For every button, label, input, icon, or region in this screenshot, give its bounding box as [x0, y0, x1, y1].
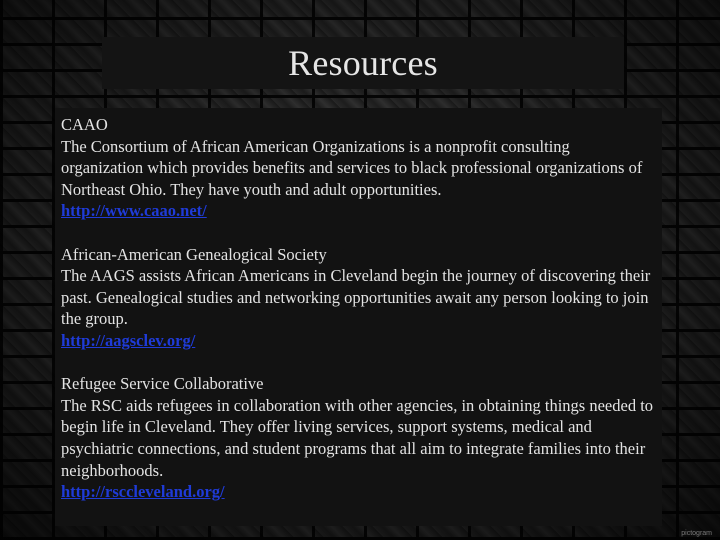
brand-watermark: pictogram — [681, 530, 712, 537]
slide-title: Resources — [288, 43, 438, 83]
resource-link[interactable]: http://rsccleveland.org/ — [61, 482, 225, 502]
resource-link[interactable]: http://www.caao.net/ — [61, 201, 207, 221]
title-banner — [102, 37, 624, 89]
resource-description: The Consortium of African American Organizations is a nonprofit consulting organization which provides benefits and services to black professional organizations of Northeast Ohio. They have youth and adult opportunities. — [61, 136, 643, 199]
resource-description: The AAGS assists African Americans in Cleveland begin the journey of discovering their past. Genealogical studies and networking opportunities await any person looking to join the group. — [61, 266, 651, 329]
resource-name: CAAO — [61, 115, 108, 134]
resources-content — [55, 108, 662, 526]
resource-name: Refugee Service Collaborative — [61, 374, 264, 394]
resource-item-caao — [61, 114, 656, 222]
resource-link[interactable]: http://aagsclev.org/ — [61, 330, 196, 350]
resource-description: The RSC aids refugees in collaboration with other agencies, in obtaining things needed to begin life in Cleveland. They offer living services, support systems, medical and psychiatric connections, and student programs that all aim to integrate families into their neighborhoods. — [61, 395, 654, 480]
resource-name: African-American Genealogical Society — [61, 244, 327, 264]
resource-item-rsc — [61, 373, 656, 503]
resource-item-aags — [61, 244, 656, 352]
